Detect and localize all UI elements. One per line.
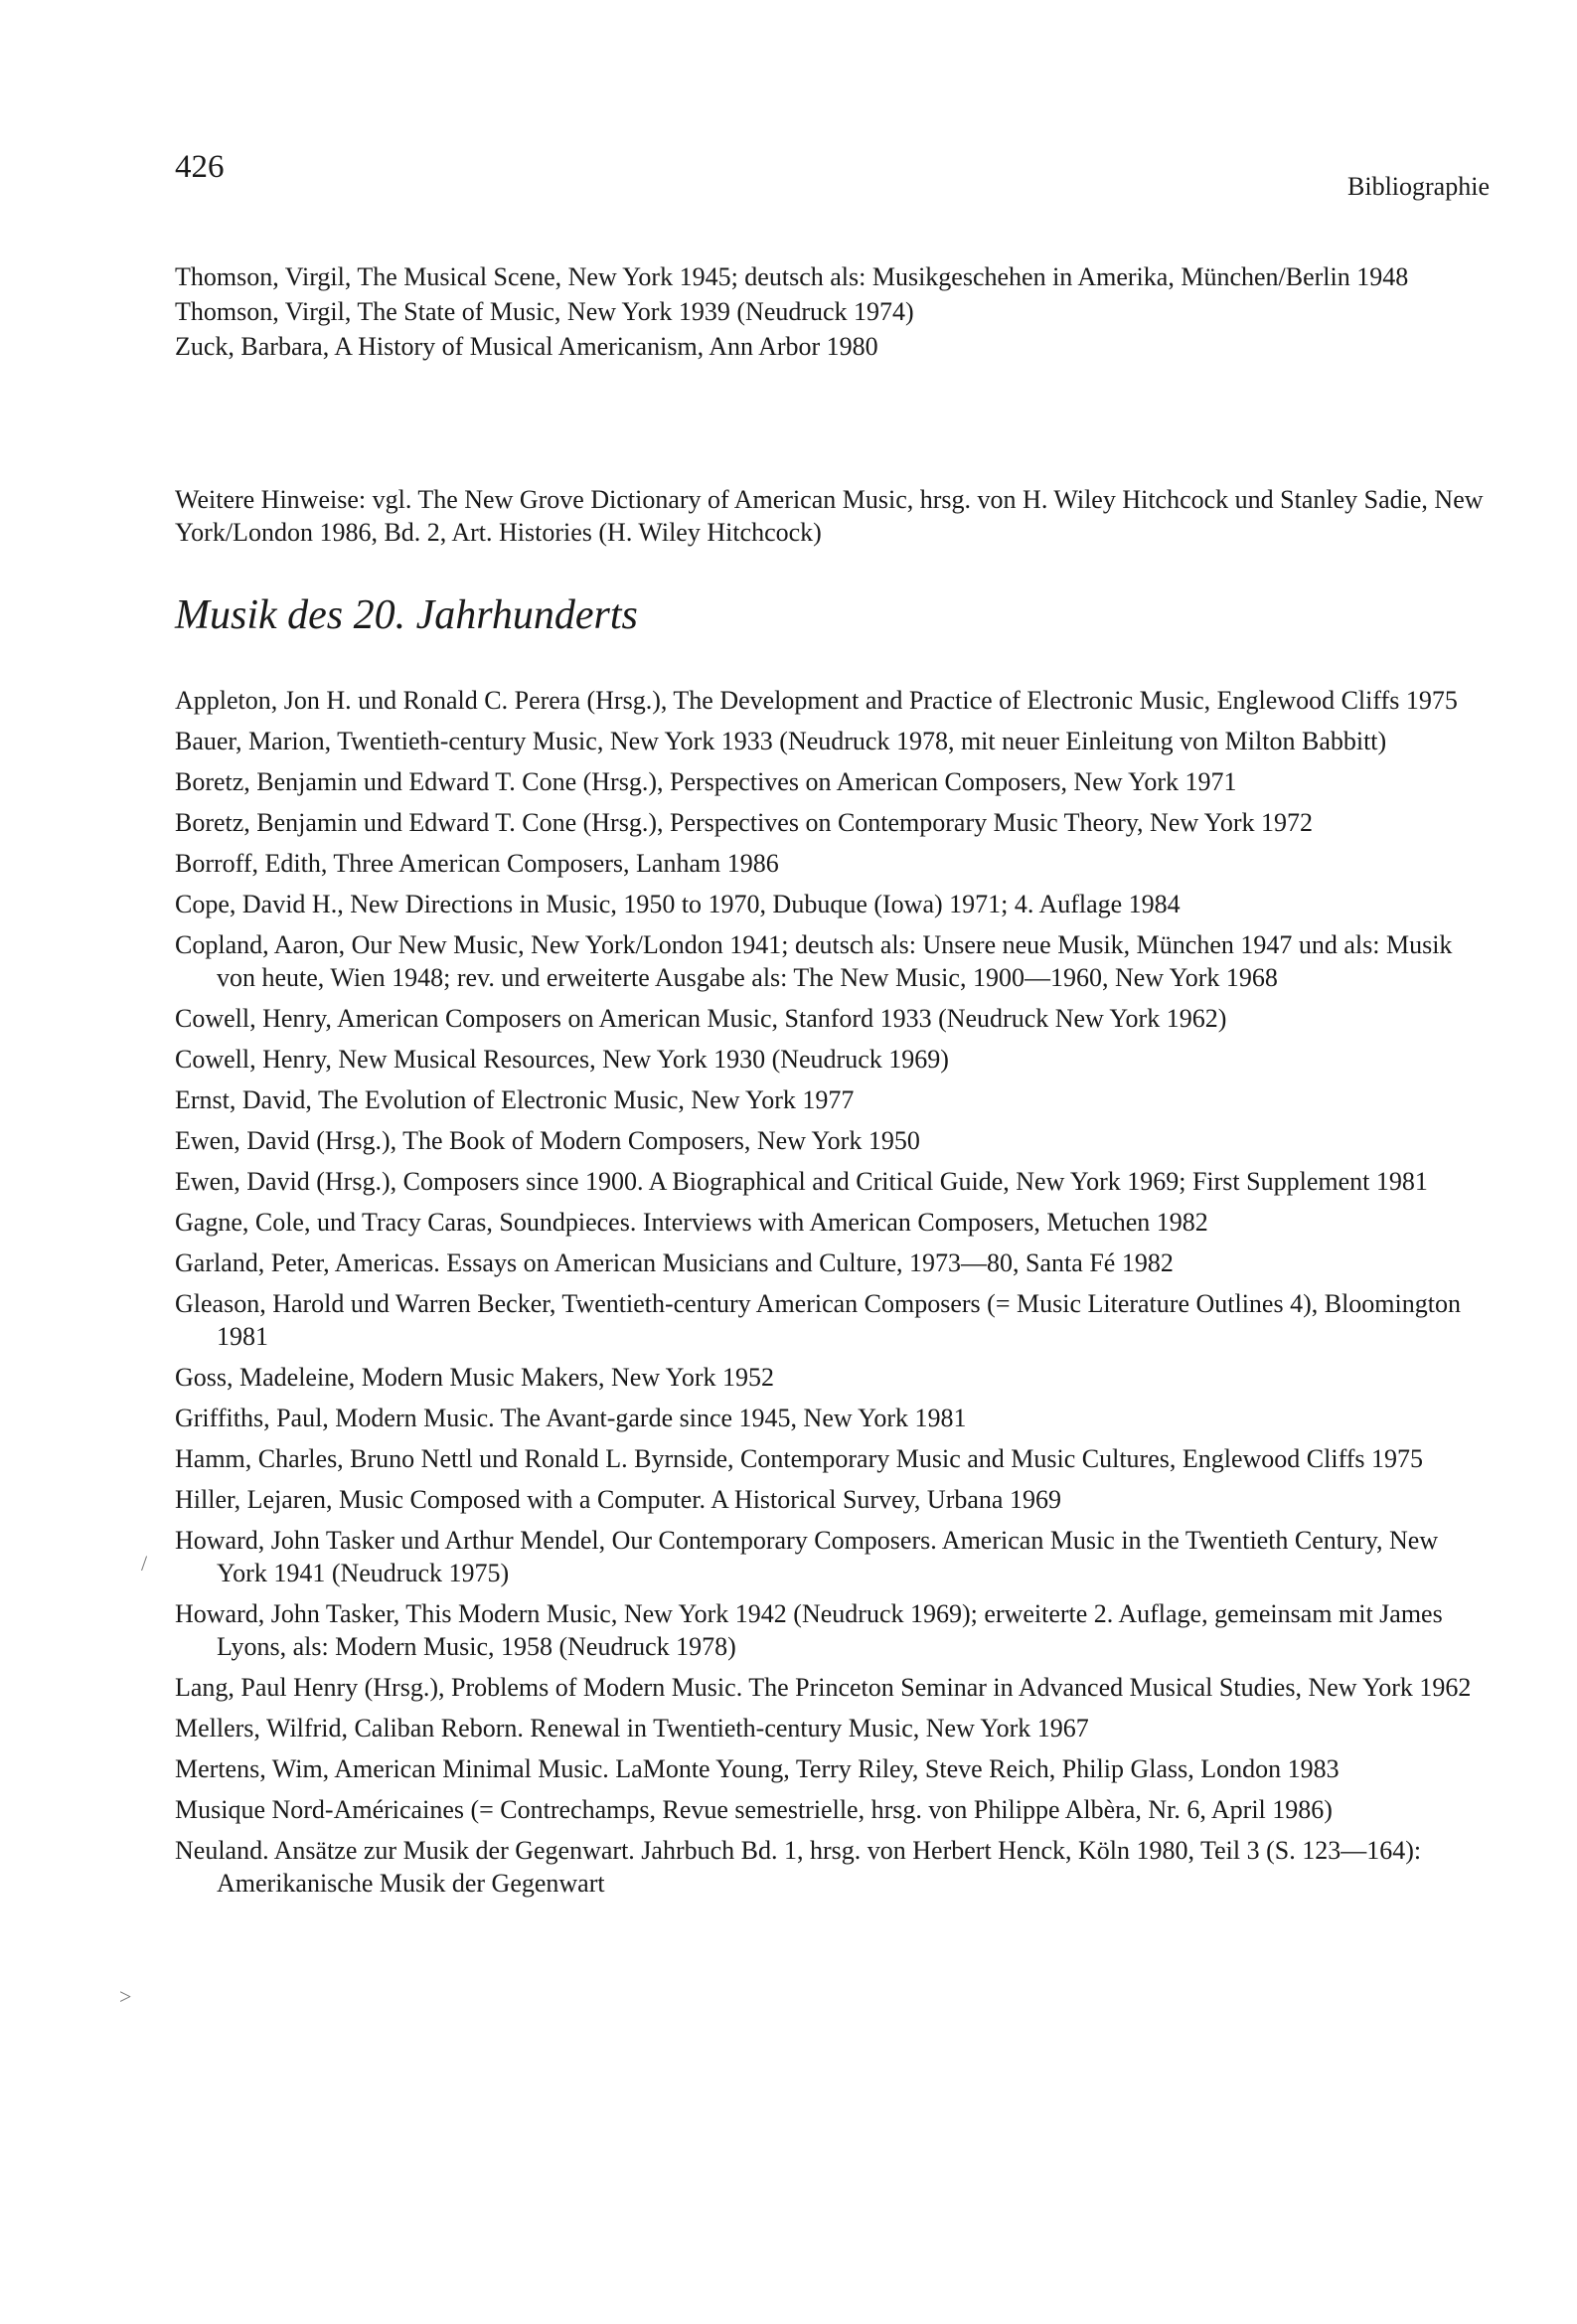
page-number: 426 xyxy=(175,149,225,185)
bibliography-entry: Zuck, Barbara, A History of Musical Americanism, Ann Arbor 1980 xyxy=(175,332,878,361)
bibliography-entry: Gagne, Cole, und Tracy Caras, Soundpieces. Interviews with American Composers, Metuchen 1982 xyxy=(175,1208,1208,1237)
bibliography-entry: Copland, Aaron, Our New Music, New York/London 1941; deutsch als: Unsere neue Musik, München 1947 und als: Musik von heute, Wien 1948; rev. und erweiterte Ausgabe als: The New Music, 1900—1960, New York 1968 xyxy=(175,930,1453,992)
bibliography-entry: Cope, David H., New Directions in Music, 1950 to 1970, Dubuque (Iowa) 1971; 4. Auflage 1984 xyxy=(175,890,1181,918)
bibliography-entry: Griffiths, Paul, Modern Music. The Avant-garde since 1945, New York 1981 xyxy=(175,1404,967,1432)
section-heading: Musik des 20. Jahrhunderts xyxy=(175,592,638,638)
further-references-note: Weitere Hinweise: vgl. The New Grove Dictionary of American Music, hrsg. von H. Wiley Hitchcock und Stanley Sadie, New York/London 1986, Bd. 2, Art. Histories (H. Wiley Hitchcock) xyxy=(175,485,1484,547)
bibliography-entry: Neuland. Ansätze zur Musik der Gegenwart. Jahrbuch Bd. 1, hrsg. von Herbert Henck, Köln 1980, Teil 3 (S. 123—164): Amerikanische Musik der Gegenwart xyxy=(175,1836,1422,1898)
bibliography-entry: Thomson, Virgil, The Musical Scene, New York 1945; deutsch als: Musikgeschehen in Amerika, München/Berlin 1948 xyxy=(175,262,1409,291)
bibliography-entry: Lang, Paul Henry (Hrsg.), Problems of Modern Music. The Princeton Seminar in Advanced Musical Studies, New York 1962 xyxy=(175,1673,1472,1702)
bibliography-entry: Boretz, Benjamin und Edward T. Cone (Hrsg.), Perspectives on Contemporary Music Theory, New York 1972 xyxy=(175,808,1314,837)
bibliography-list-top xyxy=(175,260,1485,365)
bibliography-list xyxy=(175,684,1485,1908)
bibliography-entry: Borroff, Edith, Three American Composers, Lanham 1986 xyxy=(175,849,779,878)
bibliography-entry: Ewen, David (Hrsg.), Composers since 1900. A Biographical and Critical Guide, New York 1969; First Supplement 1981 xyxy=(175,1167,1428,1196)
running-head: Bibliographie xyxy=(1347,172,1490,201)
bibliography-entry: Hiller, Lejaren, Music Composed with a Computer. A Historical Survey, Urbana 1969 xyxy=(175,1485,1061,1514)
bibliography-entry: Ewen, David (Hrsg.), The Book of Modern Composers, New York 1950 xyxy=(175,1126,920,1155)
bibliography-entry: Hamm, Charles, Bruno Nettl und Ronald L. Byrnside, Contemporary Music and Music Cultures, Englewood Cliffs 1975 xyxy=(175,1444,1424,1473)
margin-check-mark: > xyxy=(119,1984,132,2009)
bibliography-entry: Garland, Peter, Americas. Essays on American Musicians and Culture, 1973—80, Santa Fé 1982 xyxy=(175,1248,1174,1277)
bibliography-entry: Boretz, Benjamin und Edward T. Cone (Hrsg.), Perspectives on American Composers, New York 1971 xyxy=(175,767,1237,796)
bibliography-entry: Bauer, Marion, Twentieth-century Music, New York 1933 (Neudruck 1978, mit neuer Einleitung von Milton Babbitt) xyxy=(175,727,1387,755)
margin-tick-mark: / xyxy=(141,1551,148,1576)
bibliography-entry: Mertens, Wim, American Minimal Music. LaMonte Young, Terry Riley, Steve Reich, Philip Glass, London 1983 xyxy=(175,1754,1340,1783)
bibliography-entry: Musique Nord-Américaines (= Contrechamps, Revue semestrielle, hrsg. von Philippe Albèra, Nr. 6, April 1986) xyxy=(175,1795,1333,1824)
bibliography-entry: Appleton, Jon H. und Ronald C. Perera (Hrsg.), The Development and Practice of Electronic Music, Englewood Cliffs 1975 xyxy=(175,686,1458,715)
bibliography-entry: Thomson, Virgil, The State of Music, New York 1939 (Neudruck 1974) xyxy=(175,297,914,326)
bibliography-entry: Cowell, Henry, American Composers on American Music, Stanford 1933 (Neudruck New York 1962) xyxy=(175,1004,1227,1033)
bibliography-entry: Ernst, David, The Evolution of Electronic Music, New York 1977 xyxy=(175,1085,855,1114)
bibliography-entry: Howard, John Tasker, This Modern Music, New York 1942 (Neudruck 1969); erweiterte 2. Auflage, gemeinsam mit James Lyons, als: Modern Music, 1958 (Neudruck 1978) xyxy=(175,1599,1443,1661)
bibliography-entry: Goss, Madeleine, Modern Music Makers, New York 1952 xyxy=(175,1363,774,1392)
bibliography-entry: Howard, John Tasker und Arthur Mendel, Our Contemporary Composers. American Music in the Twentieth Century, New York 1941 (Neudruck 1975) xyxy=(175,1526,1439,1587)
bibliography-entry: Gleason, Harold und Warren Becker, Twentieth-century American Composers (= Music Literature Outlines 4), Bloomington 1981 xyxy=(175,1289,1461,1351)
bibliography-entry: Mellers, Wilfrid, Caliban Reborn. Renewal in Twentieth-century Music, New York 1967 xyxy=(175,1714,1089,1743)
bibliography-entry: Cowell, Henry, New Musical Resources, New York 1930 (Neudruck 1969) xyxy=(175,1045,949,1074)
